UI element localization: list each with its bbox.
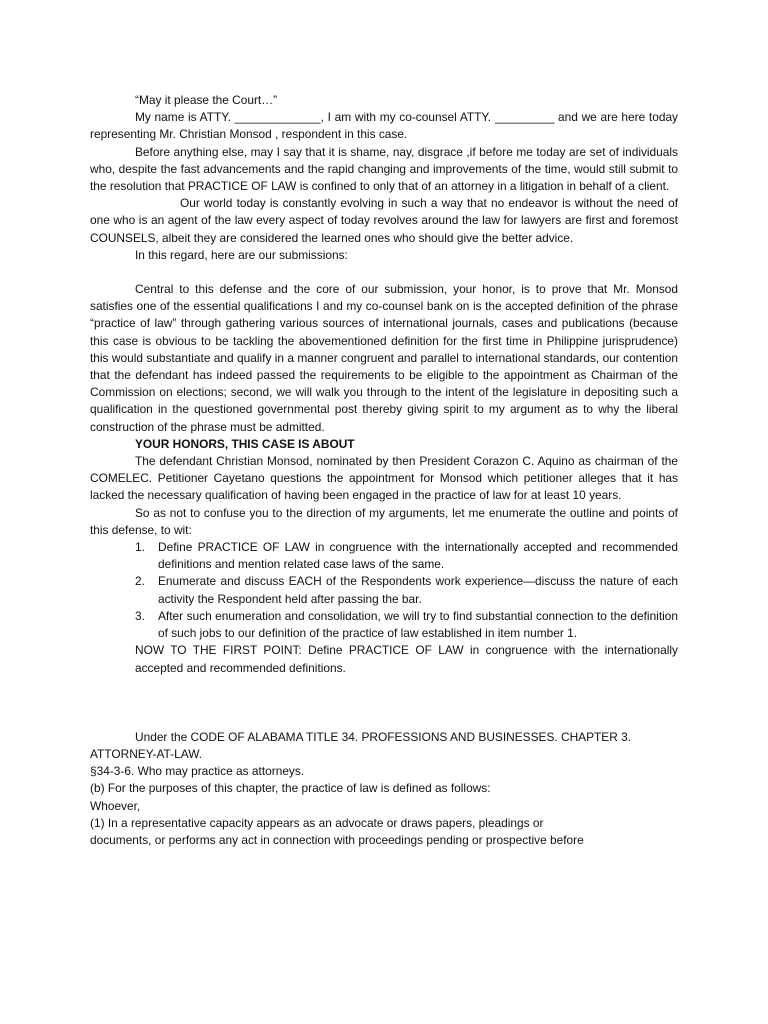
paragraph-outline: So as not to confuse you to the direction of my arguments, let me enumerate the outline and points of this defense, to wit:	[90, 505, 678, 537]
opening-line: “May it please the Court…”	[135, 93, 278, 107]
list-item-text: Define PRACTICE OF LAW in congruence with the internationally accepted and recommended definitions and mention related case laws of the same.	[158, 540, 678, 572]
list-item	[90, 608, 678, 642]
item-1-line-2: documents, or performs any act in connection with proceedings pending or prospective before	[90, 832, 584, 847]
section-heading: YOUR HONORS, THIS CASE IS ABOUT	[135, 436, 355, 451]
section-title: §34-3-6. Who may practice as attorneys.	[90, 764, 305, 779]
paragraph-submissions: In this regard, here are our submissions:	[135, 247, 348, 262]
document-page	[90, 92, 678, 849]
whoever-line: Whoever,	[90, 798, 141, 813]
spacer	[90, 264, 678, 281]
alabama-code-heading: Under the CODE OF ALABAMA TITLE 34. PROFESSIONS AND BUSINESSES. CHAPTER 3. ATTORNEY-AT-LAW.	[90, 729, 632, 761]
list-item	[90, 573, 678, 607]
subsection-b: (b) For the purposes of this chapter, the practice of law is defined as follows:	[90, 781, 491, 796]
first-point-paragraph: NOW TO THE FIRST POINT: Define PRACTICE OF LAW in congruence with the internationally accepted and recommended definitions.	[135, 643, 678, 675]
introduction-paragraph: My name is ATTY. _____________, I am with my co-counsel ATTY. _________ and we are here today representing Mr. Christian Monsod , respondent in this case.	[90, 110, 678, 142]
list-item-number: 3.	[135, 608, 145, 623]
item-1-line-1: (1) In a representative capacity appears as an advocate or draws papers, pleadings or	[90, 815, 544, 830]
list-item-number: 2.	[135, 574, 145, 589]
paragraph-shame: Before anything else, may I say that it is shame, nay, disgrace ,if before me today are set of individuals who, despite the fast advancements and the rapid changing and improvements of the time, would still submit to the resolution that PRACTICE OF LAW is confined to only that of an attorney in a litigation in behalf of a client.	[90, 144, 678, 194]
paragraph-world: Our world today is constantly evolving in such a way that no endeavor is without the need of one who is an agent of the law every aspect of today revolves around the law for lawyers are first and foremost COUNSELS, albeit they are considered the learned ones who should give the better advice.	[90, 196, 678, 245]
points-list	[90, 539, 678, 642]
list-item-text: After such enumeration and consolidation, we will try to find substantial connection to the definition of such jobs to our definition of the practice of law established in item number 1.	[158, 608, 678, 641]
list-item-text: Enumerate and discuss EACH of the Respondents work experience—discuss the nature of each activity the Respondent held after passing the bar.	[158, 574, 678, 606]
list-item	[90, 539, 678, 573]
spacer	[90, 677, 678, 729]
paragraph-central: Central to this defense and the core of our submission, your honor, is to prove that Mr. Monsod satisfies one of the essential qualifications I and my co-counsel bank on is the accepted definition of the phrase “practice of law” through gathering various sources of international journals, cases and publications (because this case is obvious to be tackling the abovementioned definition for the first time in Philippine jurisprudence) this would substantiate and qualify in a manner congruent and parallel to international standards, our contention that the defendant has indeed passed the requirements to be eligible to the appointment as Chairman of the Commission on elections; second, we will walk you through to the intent of the legislature in depositing such a qualification in the questioned governmental post thereby giving spirit to my argument as to why the liberal construction of the phrase must be admitted.	[90, 282, 678, 434]
list-item-number: 1.	[135, 540, 145, 555]
paragraph-defendant: The defendant Christian Monsod, nominated by then President Corazon C. Aquino as chairman of the COMELEC. Petitioner Cayetano questions the appointment for Monsod which petitioner alleges that it has lacked the necessary qualification of having been engaged in the practice of law for at least 10 years.	[90, 454, 678, 503]
